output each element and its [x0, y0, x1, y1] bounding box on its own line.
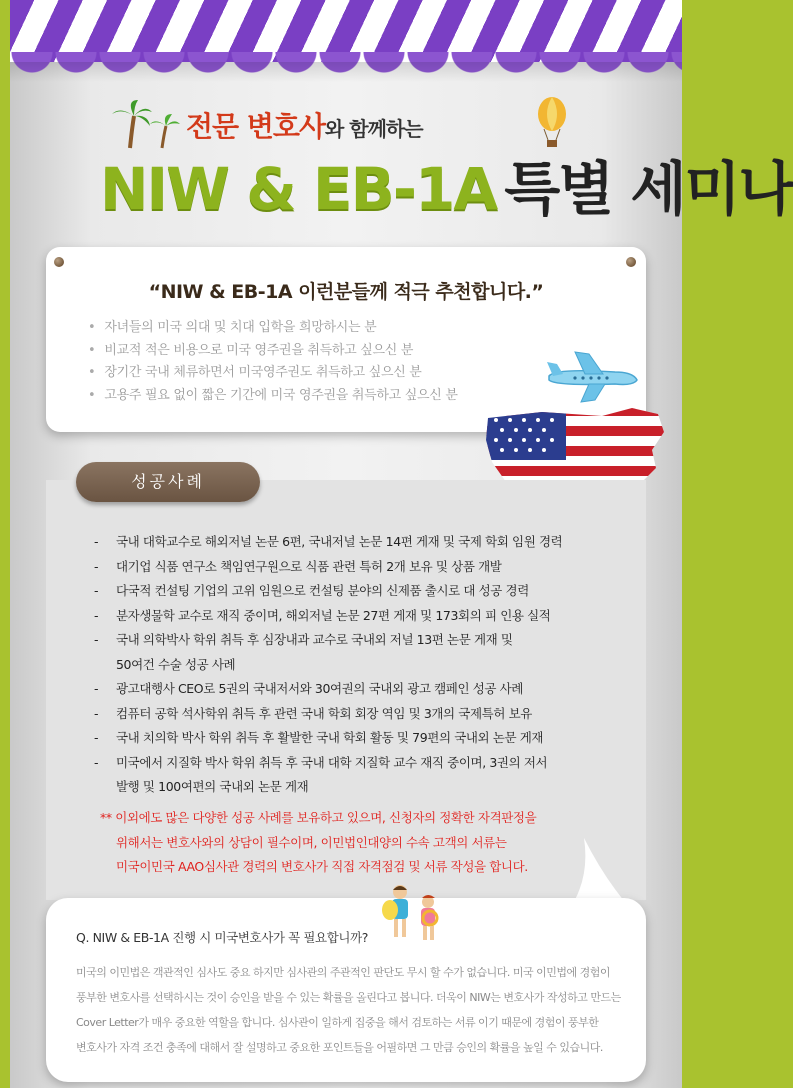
list-item: - 대기업 식품 연구소 책임연구원으로 식품 관련 특허 2개 보유 및 상품 개발: [94, 555, 614, 580]
cases-note: [100, 806, 600, 880]
seminar-subtitle: [186, 105, 546, 145]
list-item: - 다국적 컨설팅 기업의 고위 임원으로 컨설팅 분야의 신제품 출시로 대 성공 경력: [94, 579, 614, 604]
qa-card: [46, 898, 646, 1082]
list-item-continued: 발행 및 100여편의 국내외 논문 게재: [116, 779, 309, 794]
awning-shadow: [10, 62, 682, 82]
recommend-title: “NIW & EB-1A 이런분들께 적극 추천합니다.”: [148, 281, 544, 303]
airplane-icon: [545, 350, 640, 405]
title-program: NIW & EB-1A: [100, 155, 497, 223]
list-item: - 국내 의학박사 학위 취득 후 심장내과 교수로 국내외 저널 13편 논문 게재 및: [94, 628, 614, 653]
list-item-continued: 50여건 수술 성공 사례: [116, 656, 236, 672]
list-item: • 자녀들의 미국 의대 및 치대 입학을 희망하시는 분: [88, 317, 458, 340]
beach-kids-icon: [380, 884, 446, 948]
page-title: [100, 155, 793, 223]
list-item: - 분자생물학 교수로 재직 중이며, 해외저널 논문 27편 게재 및 173회의 피 인용 실적: [94, 604, 614, 629]
note-line: ** 이외에도 많은 다양한 성공 사례를 보유하고 있으며, 신청자의 정확한 자격판정을: [100, 810, 537, 825]
list-item: - 광고대행사 CEO로 5권의 국내저서와 30여권의 국내외 광고 캠페인 성공 사례: [94, 677, 614, 702]
list-item: • 고용주 필요 없이 짧은 기간에 미국 영주권을 취득하고 싶으신 분: [88, 385, 458, 408]
recommend-list: [88, 317, 458, 407]
list-item: • 비교적 적은 비용으로 미국 영주권을 취득하고 싶으신 분: [88, 340, 458, 363]
cases-list: [94, 530, 614, 800]
note-line: 미국이민국 AAO심사관 경력의 변호사가 직접 자격점검 및 서류 작성을 합니다.: [116, 859, 528, 874]
list-item: - 국내 치의학 박사 학위 취득 후 활발한 국내 학회 활동 및 79편의 국내외 논문 게재: [94, 726, 614, 751]
subtitle-with: 와 함께하는: [325, 117, 423, 141]
note-line: 위해서는 변호사와의 상담이 필수이며, 이민법인대양의 수속 고객의 서류는: [116, 834, 507, 850]
list-item: - 국내 대학교수로 해외저널 논문 6편, 국내저널 논문 14편 게재 및 국제 학회 임원 경력: [94, 530, 614, 555]
list-item: • 장기간 국내 체류하면서 미국영주권도 취득하고 싶으신 분: [88, 362, 458, 385]
pin-icon: [626, 257, 636, 267]
pin-icon: [54, 257, 64, 267]
answer-line: Cover Letter가 매우 중요한 역할을 합니다. 심사관이 일하게 집중을 해서 검토하는 서류 이기 때문에 경험이 풍부한: [76, 1016, 599, 1029]
list-item: - 미국에서 지질학 박사 학위 취득 후 국내 대학 지질학 교수 재직 중이며, 3권의 저서: [94, 751, 614, 776]
cases-badge: 성공사례: [76, 462, 260, 502]
palm-tree-icon: [112, 98, 182, 150]
answer-line: 풍부한 변호사를 선택하시는 것이 승인을 받을 수 있는 확률을 올린다고 봅니다. 더욱이 NIW는 변호사가 작성하고 만드는: [76, 991, 621, 1004]
answer-line: 미국의 이민법은 객관적인 심사도 중요 하지만 심사관의 주관적인 판단도 무시 할 수가 없습니다. 미국 이민법에 경험이: [76, 966, 610, 979]
answer-line: 변호사가 자격 조건 충족에 대해서 잘 설명하고 중요한 포인트들을 어필하면 그 만큼 승인의 확률을 높일 수 있습니다.: [76, 1041, 603, 1054]
qa-answer: [76, 960, 632, 1060]
title-seminar: 특별 세미나: [504, 155, 793, 223]
list-item: - 컴퓨터 공학 석사학위 취득 후 관련 국내 학회 회장 역임 및 3개의 국제특허 보유: [94, 702, 614, 727]
subtitle-lawyer: 전문 변호사: [186, 110, 325, 143]
qa-question: Q. NIW & EB-1A 진행 시 미국변호사가 꼭 필요합니까?: [76, 930, 368, 945]
